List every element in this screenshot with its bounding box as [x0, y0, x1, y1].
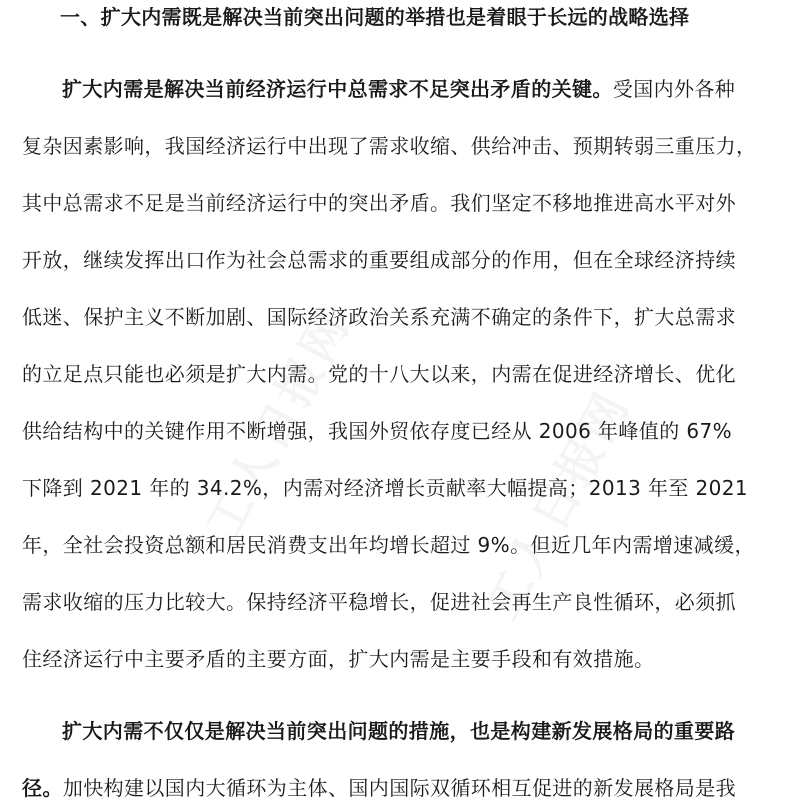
lead-sentence: 径。: [22, 776, 63, 800]
paragraph-line: 下降到 2021 年的 34.2%，内需对经济增长贡献率大幅提高；2013 年至 2021: [22, 476, 749, 500]
paragraph-line: 开放，继续发挥出口作为社会总需求的重要组成部分的作用，但在全球经济持续: [22, 248, 736, 272]
body-text: 加快构建以国内大循环为主体、国内国际双循环相互促进的新发展格局是我: [62, 776, 737, 800]
paragraph-line: 的立足点只能也必须是扩大内需。党的十八大以来，内需在促进经济增长、优化: [22, 362, 736, 386]
paragraph-line: [22, 773, 782, 803]
paragraph-line: 需求收缩的压力比较大。保持经济平稳增长，促进社会再生产良性循环，必须抓: [22, 590, 736, 614]
paragraph-line: [62, 74, 782, 104]
paragraph-line: 其中总需求不足是当前经济运行中的突出矛盾。我们坚定不移地推进高水平对外: [22, 191, 736, 215]
paragraph-line: 供给结构中的关键作用不断增强，我国外贸依存度已经从 2006 年峰值的 67%: [22, 419, 733, 443]
section-heading: 一、扩大内需既是解决当前突出问题的举措也是着眼于长远的战略选择: [60, 5, 690, 29]
paragraph-line: 年，全社会投资总额和居民消费支出年均增长超过 9%。但近几年内需增速减缓，: [22, 533, 755, 557]
paragraph-line: 低迷、保护主义不断加剧、国际经济政治关系充满不确定的条件下，扩大总需求: [22, 305, 736, 329]
lead-sentence: 扩大内需是解决当前经济运行中总需求不足突出矛盾的关键。: [62, 77, 613, 101]
body-text: 受国内外各种: [612, 77, 736, 101]
paragraph-line: 住经济运行中主要矛盾的主要方面，扩大内需是主要手段和有效措施。: [22, 647, 655, 671]
paragraph-line: 复杂因素影响，我国经济运行中出现了需求收缩、供给冲击、预期转弱三重压力，: [22, 134, 757, 158]
paragraph-line: 扩大内需不仅仅是解决当前突出问题的措施，也是构建新发展格局的重要路: [62, 719, 736, 743]
